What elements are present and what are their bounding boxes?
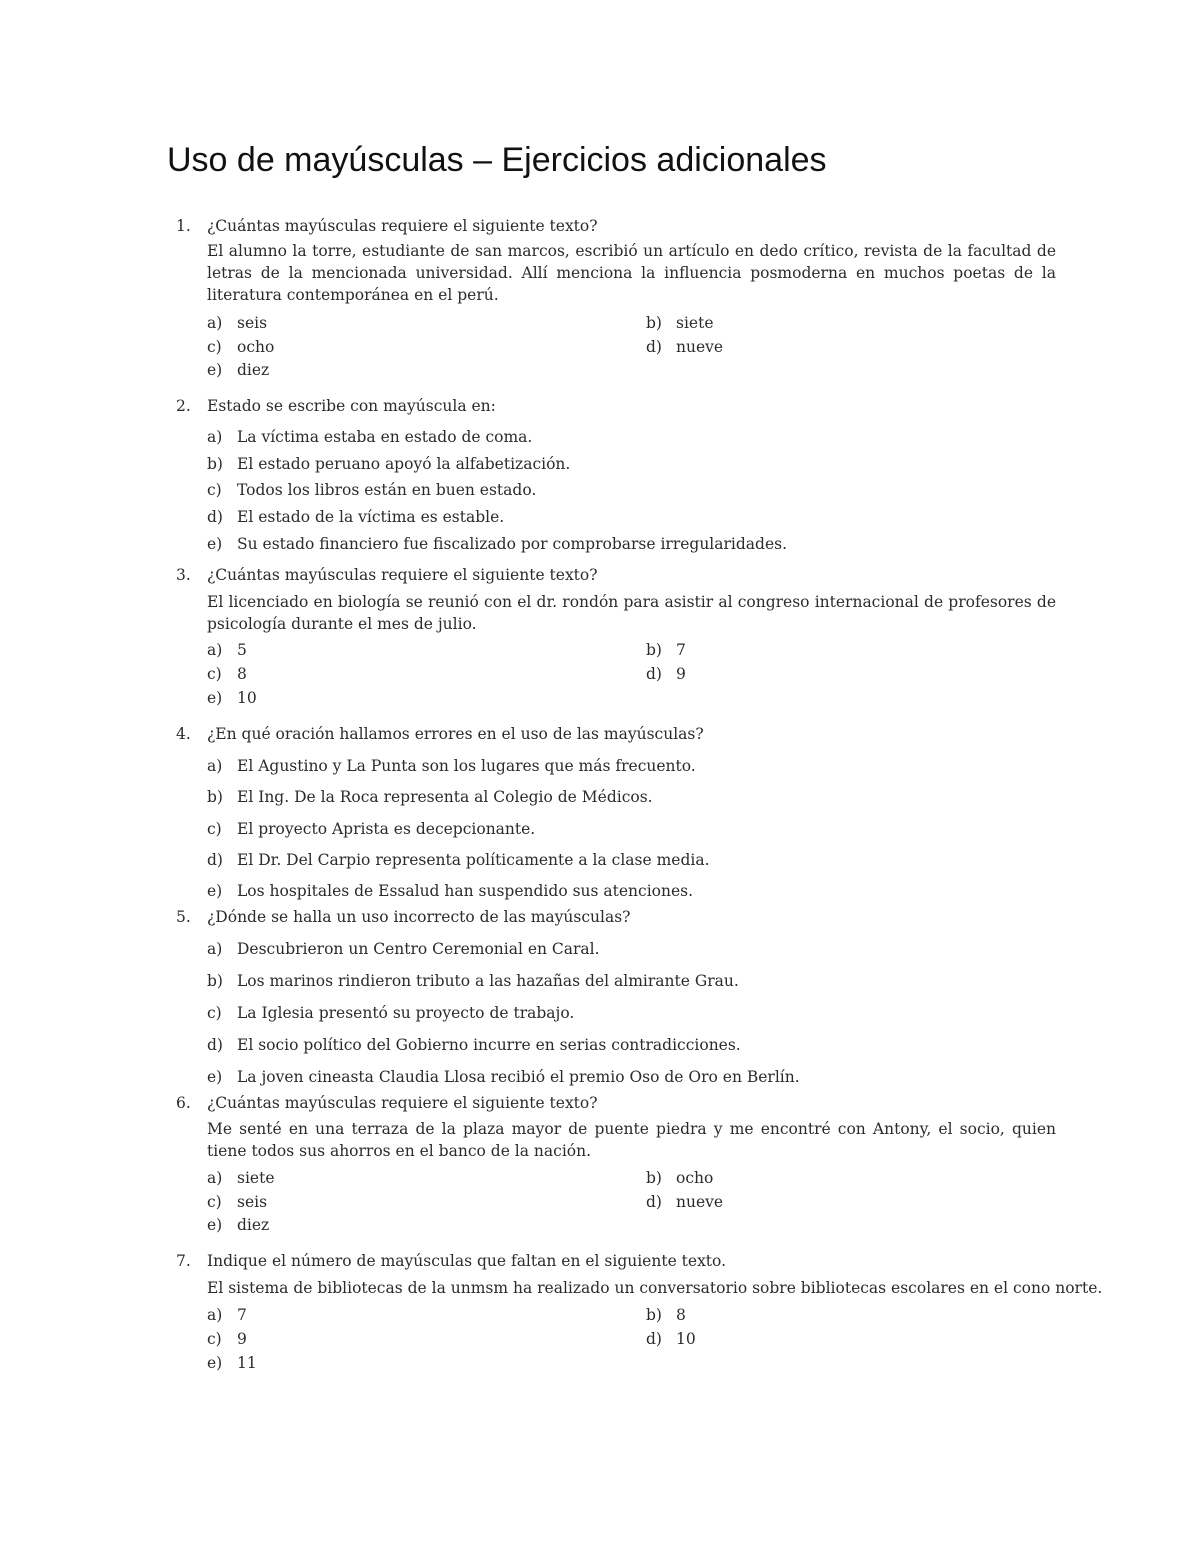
option-c[interactable]: c) 9 — [207, 1330, 247, 1348]
question-prompt: ¿Cuántas mayúsculas requiere el siguiente texto? — [207, 1094, 598, 1112]
option-d[interactable]: d) El Dr. Del Carpio representa políticamente a la clase media. — [207, 851, 710, 869]
question-prompt: ¿En qué oración hallamos errores en el uso de las mayúsculas? — [207, 725, 704, 743]
option-b[interactable]: b) ocho — [646, 1169, 714, 1187]
page-title: Uso de mayúsculas – Ejercicios adicionales — [167, 141, 827, 179]
option-a[interactable]: a) 7 — [207, 1306, 247, 1324]
option-b[interactable]: b) Los marinos rindieron tributo a las hazañas del almirante Grau. — [207, 972, 739, 990]
option-d[interactable]: d) nueve — [646, 338, 724, 356]
option-d[interactable]: d) 10 — [646, 1330, 696, 1348]
option-b[interactable]: b) 8 — [646, 1306, 686, 1324]
option-d[interactable]: d) nueve — [646, 1193, 724, 1211]
option-e[interactable]: e) Los hospitales de Essalud han suspendido sus atenciones. — [207, 882, 694, 900]
option-c[interactable]: c) 8 — [207, 665, 247, 683]
option-e[interactable]: e) Su estado financiero fue fiscalizado por comprobarse irregularidades. — [207, 535, 788, 553]
option-c[interactable]: c) Todos los libros están en buen estado. — [207, 481, 537, 499]
question-passage: El sistema de bibliotecas de la unmsm ha realizado un conversatorio sobre bibliotecas escolares en el cono norte. — [207, 1279, 1103, 1297]
option-b[interactable]: b) El estado peruano apoyó la alfabetización. — [207, 455, 571, 473]
option-e[interactable]: e) 10 — [207, 689, 257, 707]
option-d[interactable]: d) El estado de la víctima es estable. — [207, 508, 505, 526]
question-passage: El licenciado en biología se reunió con el dr. rondón para asistir al congreso internacional de profesores de psicología durante el mes de julio. — [207, 593, 1056, 633]
option-c[interactable]: c) La Iglesia presentó su proyecto de trabajo. — [207, 1004, 575, 1022]
option-a[interactable]: a) siete — [207, 1169, 275, 1187]
question-number: 5. — [176, 908, 191, 926]
option-e[interactable]: e) diez — [207, 361, 270, 379]
question-passage: El alumno la torre, estudiante de san marcos, escribió un artículo en dedo crítico, revista de la facultad de letras de la mencionada universidad. Allí menciona la influencia posmoderna en muchos poetas de la literatura contemporánea en el perú. — [207, 242, 1056, 304]
option-c[interactable]: c) seis — [207, 1193, 268, 1211]
option-a[interactable]: a) El Agustino y La Punta son los lugares que más frecuento. — [207, 757, 696, 775]
option-e[interactable]: e) diez — [207, 1216, 270, 1234]
question-prompt: Estado se escribe con mayúscula en: — [207, 397, 496, 415]
option-a[interactable]: a) Descubrieron un Centro Ceremonial en Caral. — [207, 940, 600, 958]
question-prompt: ¿Cuántas mayúsculas requiere el siguiente texto? — [207, 566, 598, 584]
question-number: 3. — [176, 566, 191, 584]
option-d[interactable]: d) 9 — [646, 665, 686, 683]
question-number: 7. — [176, 1252, 191, 1270]
option-e[interactable]: e) La joven cineasta Claudia Llosa recibió el premio Oso de Oro en Berlín. — [207, 1068, 800, 1086]
question-passage: Me senté en una terraza de la plaza mayor de puente piedra y me encontré con Antony, el socio, quien tiene todos sus ahorros en el banco de la nación. — [207, 1120, 1056, 1160]
option-e[interactable]: e) 11 — [207, 1354, 257, 1372]
option-b[interactable]: b) 7 — [646, 641, 686, 659]
question-number: 4. — [176, 725, 191, 743]
question-number: 2. — [176, 397, 191, 415]
question-prompt: ¿Dónde se halla un uso incorrecto de las mayúsculas? — [207, 908, 631, 926]
option-a[interactable]: a) seis — [207, 314, 268, 332]
question-number: 1. — [176, 217, 191, 235]
option-b[interactable]: b) siete — [646, 314, 714, 332]
option-d[interactable]: d) El socio político del Gobierno incurre en serias contradicciones. — [207, 1036, 741, 1054]
question-prompt: Indique el número de mayúsculas que faltan en el siguiente texto. — [207, 1252, 727, 1270]
option-c[interactable]: c) El proyecto Aprista es decepcionante. — [207, 820, 536, 838]
option-a[interactable]: a) 5 — [207, 641, 247, 659]
option-a[interactable]: a) La víctima estaba en estado de coma. — [207, 428, 533, 446]
question-prompt: ¿Cuántas mayúsculas requiere el siguiente texto? — [207, 217, 598, 235]
option-b[interactable]: b) El Ing. De la Roca representa al Colegio de Médicos. — [207, 788, 653, 806]
option-c[interactable]: c) ocho — [207, 338, 275, 356]
question-number: 6. — [176, 1094, 191, 1112]
